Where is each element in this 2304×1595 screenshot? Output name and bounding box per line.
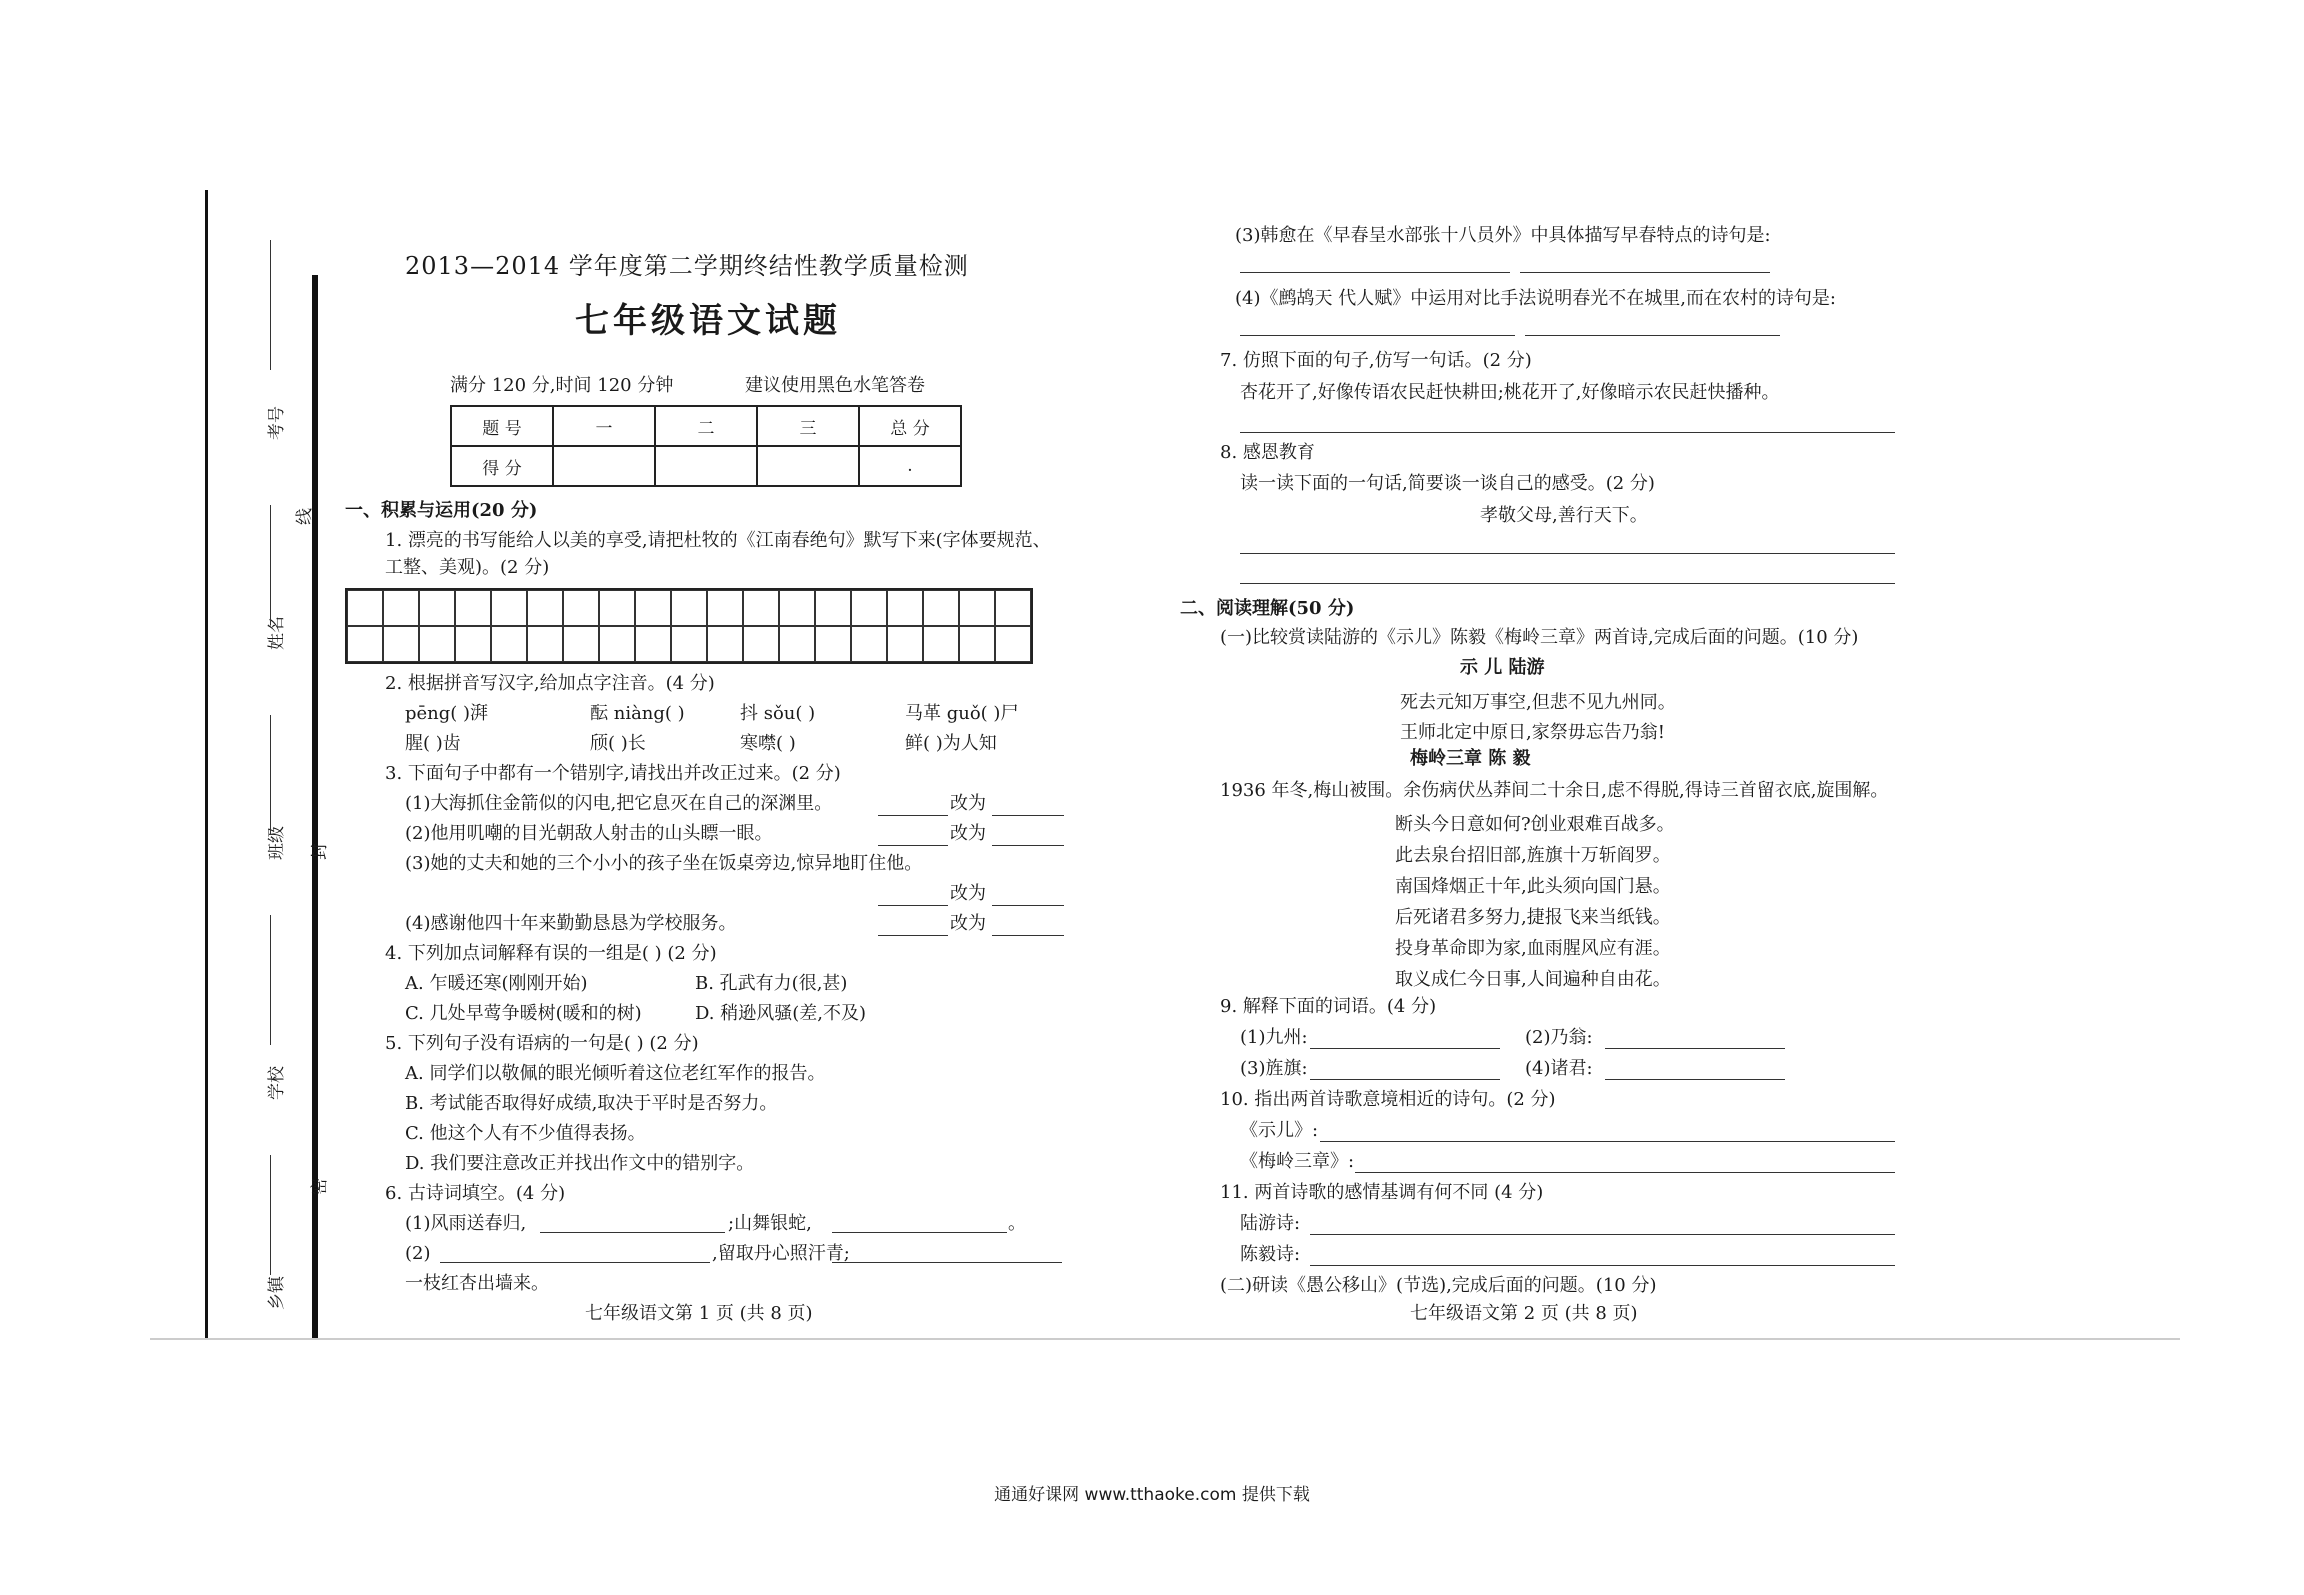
question-6-4: (4)《鹧鸪天 代人赋》中运用对比手法说明春光不在城里,而在农村的诗句是:: [1235, 288, 1837, 309]
pinyin-item: 颀( )长: [590, 733, 646, 754]
word-item: (3)旌旗:: [1240, 1058, 1308, 1079]
score-cell: [757, 446, 859, 486]
sidebar-line-1: [270, 240, 271, 370]
poem-fill-2b: ,留取丹心照汗青;: [712, 1243, 850, 1264]
pinyin-item: 腥( )齿: [405, 733, 461, 754]
sidebar-label-town: 乡镇: [267, 1276, 287, 1310]
page-1-footer: 七年级语文第 1 页 (共 8 页): [585, 1303, 813, 1324]
answer-line[interactable]: [832, 1262, 1062, 1263]
question-11: 11. 两首诗歌的感情基调有何不同 (4 分): [1220, 1182, 1544, 1203]
exam-title: 2013—2014 学年度第二学期终结性教学质量检测: [405, 252, 969, 280]
change-to-label: 改为: [950, 913, 986, 934]
answer-line[interactable]: [992, 845, 1064, 846]
reading-part-1: (一)比较赏读陆游的《示儿》陈毅《梅岭三章》两首诗,完成后面的问题。(10 分): [1220, 627, 1859, 648]
pinyin-item: 寒噤( ): [740, 733, 796, 754]
answer-line[interactable]: [1240, 272, 1510, 273]
poem-fill-3: 一枝红杏出墙来。: [405, 1273, 549, 1294]
site-footer: 通通好课网 www.tthaoke.com 提供下载: [994, 1485, 1310, 1505]
answer-line[interactable]: [992, 905, 1064, 906]
q11-lu-you: 陆游诗:: [1240, 1213, 1301, 1234]
pinyin-item: 抖 sǒu( ): [740, 703, 816, 724]
question-8-text: 读一读下面的一句话,简要谈一谈自己的感受。(2 分): [1240, 473, 1655, 494]
exam-info-right: 建议使用黑色水笔答卷: [745, 375, 925, 396]
left-border-line: [205, 190, 208, 1340]
question-5: 5. 下列句子没有语病的一句是( ) (2 分): [385, 1033, 699, 1054]
answer-line[interactable]: [1605, 1079, 1785, 1080]
sidebar-line-2: [270, 505, 271, 625]
sidebar-label-exam-number: 考号: [267, 406, 287, 440]
score-table-row: [451, 446, 961, 486]
answer-line[interactable]: [992, 935, 1064, 936]
sidebar-label-seal: 封: [310, 843, 330, 860]
answer-line[interactable]: [878, 845, 948, 846]
answer-line[interactable]: [878, 905, 948, 906]
poem-line: 断头今日意如何?创业艰难百战多。: [1395, 814, 1675, 835]
option-b: B. 孔武有力(很,甚): [695, 973, 848, 994]
pinyin-item: 酝 niàng( ): [590, 703, 685, 724]
question-3: 3. 下面句子中都有一个错别字,请找出并改正过来。(2 分): [385, 763, 841, 784]
sidebar-line-3: [270, 715, 271, 835]
answer-line[interactable]: [1605, 1048, 1785, 1049]
pinyin-item: 鲜( )为人知: [905, 733, 997, 754]
poem-line: 取义成仁今日事,人间遍种自由花。: [1395, 969, 1671, 990]
question-3-item: (2)他用叽嘲的目光朝敌人射击的山头瞟一眼。: [405, 823, 773, 844]
question-10: 10. 指出两首诗歌意境相近的诗句。(2 分): [1220, 1089, 1556, 1110]
answer-line[interactable]: [1240, 432, 1895, 433]
answer-line[interactable]: [440, 1262, 710, 1263]
answer-line[interactable]: [1320, 1141, 1895, 1142]
q11-chen-yi: 陈毅诗:: [1240, 1244, 1301, 1265]
score-cell: .: [859, 446, 961, 486]
answer-line[interactable]: [1310, 1079, 1500, 1080]
answer-line[interactable]: [1240, 583, 1895, 584]
answer-line[interactable]: [1520, 272, 1770, 273]
score-table: [450, 405, 962, 487]
option-b: B. 考试能否取得好成绩,取决于平时是否努力。: [405, 1093, 778, 1114]
sidebar-label-secret: 密: [310, 1178, 330, 1195]
option-a: A. 乍暖还寒(刚刚开始): [405, 973, 588, 994]
answer-line[interactable]: [1310, 1265, 1895, 1266]
exam-info-left: 满分 120 分,时间 120 分钟: [450, 375, 674, 396]
word-item: (2)乃翁:: [1525, 1027, 1593, 1048]
option-c: C. 他这个人有不少值得表扬。: [405, 1123, 646, 1144]
poem-2-intro: 1936 年冬,梅山被围。余伤病伏丛莽间二十余日,虑不得脱,得诗三首留衣底,旋围解。: [1220, 780, 1889, 801]
score-cell: 一: [553, 406, 655, 446]
score-cell: 三: [757, 406, 859, 446]
option-c: C. 几处早莺争暖树(暖和的树): [405, 1003, 642, 1024]
reading-part-2: (二)研读《愚公移山》(节选),完成后面的问题。(10 分): [1220, 1275, 1657, 1296]
pinyin-item: pēng( )湃: [405, 703, 489, 724]
poem-2-title: 梅岭三章 陈 毅: [1410, 748, 1531, 769]
answer-line[interactable]: [992, 815, 1064, 816]
question-8-quote: 孝敬父母,善行天下。: [1480, 505, 1648, 526]
poem-line: 此去泉台招旧部,旌旗十万斩阎罗。: [1395, 845, 1671, 866]
question-6-3: (3)韩愈在《早春呈水部张十八员外》中具体描写早春特点的诗句是:: [1235, 225, 1771, 246]
answer-line[interactable]: [878, 815, 948, 816]
sidebar-line-4: [270, 915, 271, 1045]
option-d: D. 稍逊风骚(差,不及): [695, 1003, 866, 1024]
poem-1-title: 示 儿 陆游: [1460, 657, 1545, 678]
change-to-label: 改为: [950, 823, 986, 844]
section-1-heading: 一、积累与运用(20 分): [345, 500, 538, 521]
score-cell: 二: [655, 406, 757, 446]
poem-fill-2a: (2): [405, 1243, 431, 1264]
poem-fill-1c: 。: [1008, 1213, 1026, 1234]
bottom-scan-edge: [150, 1338, 2180, 1340]
sidebar-label-school: 学校: [267, 1066, 287, 1100]
answer-line[interactable]: [1310, 1234, 1895, 1235]
question-6: 6. 古诗词填空。(4 分): [385, 1183, 566, 1204]
sidebar-label-class: 班级: [267, 826, 287, 860]
option-a: A. 同学们以敬佩的眼光倾听着这位老红军作的报告。: [405, 1063, 826, 1084]
sidebar-label-name: 姓名: [267, 616, 287, 650]
question-8: 8. 感恩教育: [1220, 442, 1315, 463]
question-1-cont: 工整、美观)。(2 分): [385, 557, 550, 578]
change-to-label: 改为: [950, 883, 986, 904]
sidebar-line-5: [270, 1155, 271, 1275]
answer-line[interactable]: [878, 935, 948, 936]
poem-line: 死去元知万事空,但悲不见九州同。: [1400, 692, 1676, 713]
answer-line[interactable]: [832, 1232, 1007, 1233]
subject-title: 七年级语文试题: [575, 301, 841, 341]
poem-line: 后死诸君多努力,捷报飞来当纸钱。: [1395, 907, 1671, 928]
word-item: (4)诸君:: [1525, 1058, 1593, 1079]
page-2-footer: 七年级语文第 2 页 (共 8 页): [1410, 1303, 1638, 1324]
answer-line[interactable]: [1240, 553, 1895, 554]
question-2: 2. 根据拼音写汉字,给加点字注音。(4 分): [385, 673, 715, 694]
change-to-label: 改为: [950, 793, 986, 814]
poem-line: 投身革命即为家,血雨腥风应有涯。: [1395, 938, 1671, 959]
pinyin-item: 马革 guǒ( )尸: [905, 703, 1019, 724]
question-3-item: (1)大海抓住金箭似的闪电,把它息灭在自己的深渊里。: [405, 793, 833, 814]
question-3-item: (3)她的丈夫和她的三个小小的孩子坐在饭桌旁边,惊异地盯住他。: [405, 853, 923, 874]
answer-line[interactable]: [1240, 335, 1515, 336]
question-9: 9. 解释下面的词语。(4 分): [1220, 996, 1437, 1017]
answer-line[interactable]: [1355, 1172, 1895, 1173]
answer-line[interactable]: [540, 1232, 725, 1233]
question-4: 4. 下列加点词解释有误的一组是( ) (2 分): [385, 943, 717, 964]
poem-line: 南国烽烟正十年,此头须向国门悬。: [1395, 876, 1671, 897]
poem-fill-1b: ;山舞银蛇,: [728, 1213, 812, 1234]
sidebar-label-line: 线: [295, 508, 315, 525]
poem-fill-1a: (1)风雨送春归,: [405, 1213, 527, 1234]
q10-poem-a: 《示儿》:: [1240, 1120, 1319, 1141]
option-d: D. 我们要注意改正并找出作文中的错别字。: [405, 1153, 755, 1174]
writing-grid[interactable]: [345, 588, 1033, 664]
score-cell: [553, 446, 655, 486]
score-cell: 得 分: [451, 446, 553, 486]
answer-line[interactable]: [1310, 1048, 1500, 1049]
word-item: (1)九州:: [1240, 1027, 1308, 1048]
section-2-heading: 二、阅读理解(50 分): [1180, 598, 1355, 619]
score-cell: 总 分: [859, 406, 961, 446]
answer-line[interactable]: [1525, 335, 1780, 336]
poem-line: 王师北定中原日,家祭毋忘告乃翁!: [1400, 722, 1665, 743]
question-1: 1. 漂亮的书写能给人以美的享受,请把杜牧的《江南春绝句》默写下来(字体要规范、: [385, 530, 1051, 551]
score-cell: [655, 446, 757, 486]
score-table-row: [451, 406, 961, 446]
question-3-item: (4)感谢他四十年来勤勤恳恳为学校服务。: [405, 913, 737, 934]
score-cell: 题 号: [451, 406, 553, 446]
question-7: 7. 仿照下面的句子,仿写一句话。(2 分): [1220, 350, 1532, 371]
question-7-text: 杏花开了,好像传语农民赶快耕田;桃花开了,好像暗示农民赶快播种。: [1240, 382, 1780, 403]
q10-poem-b: 《梅岭三章》:: [1240, 1151, 1355, 1172]
